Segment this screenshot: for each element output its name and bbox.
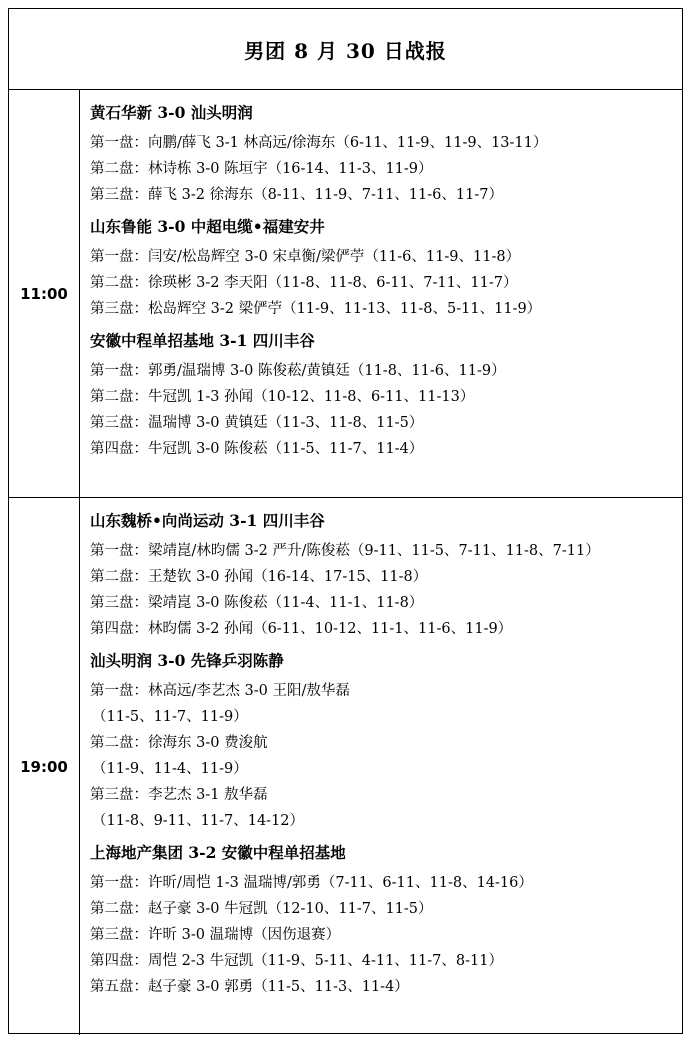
game-line: 第一盘：闫安/松岛辉空 3-0 宋卓衡/梁俨苧（11-6、11-9、11-8） xyxy=(90,249,521,265)
session-content xyxy=(80,498,682,1035)
game-line: 第三盘：李艺杰 3-1 敖华磊 xyxy=(90,787,268,803)
game-line: 第一盘：林高远/李艺杰 3-0 王阳/敖华磊 xyxy=(90,683,350,699)
results-table xyxy=(8,8,683,1034)
game-score-line: （11-8、9-11、11-7、14-12） xyxy=(92,813,305,829)
game-line: 第二盘：王楚钦 3-0 孙闻（16-14、17-15、11-8） xyxy=(90,569,428,585)
session-morning xyxy=(9,90,682,498)
game-line: 第三盘：温瑞博 3-0 黄镇廷（11-3、11-8、11-5） xyxy=(90,415,424,431)
session-time: 11:00 xyxy=(9,90,80,497)
game-line: 第二盘：赵子豪 3-0 牛冠凯（12-10、11-7、11-5） xyxy=(90,901,433,917)
session-content xyxy=(80,90,682,497)
game-line: 第一盘：郭勇/温瑞博 3-0 陈俊菘/黄镇廷（11-8、11-6、11-9） xyxy=(90,363,506,379)
match-block xyxy=(90,214,682,322)
game-line: 第二盘：林诗栋 3-0 陈垣宇（16-14、11-3、11-9） xyxy=(90,161,433,177)
match-block xyxy=(90,508,682,642)
match-title: 山东魏桥•向尚运动 3-1 四川丰谷 xyxy=(90,511,325,530)
game-line: 第四盘：牛冠凯 3-0 陈俊菘（11-5、11-7、11-4） xyxy=(90,441,424,457)
game-score-line: （11-5、11-7、11-9） xyxy=(92,709,248,725)
match-title: 安徽中程单招基地 3-1 四川丰谷 xyxy=(90,331,315,350)
game-line: 第一盘：许昕/周恺 1-3 温瑞博/郭勇（7-11、6-11、11-8、14-16） xyxy=(90,875,533,891)
match-block xyxy=(90,840,682,1000)
match-title: 黄石华新 3-0 汕头明润 xyxy=(90,103,253,122)
game-line: 第二盘：牛冠凯 1-3 孙闻（10-12、11-8、6-11、11-13） xyxy=(90,389,475,405)
game-line: 第二盘：徐海东 3-0 费浚航 xyxy=(90,735,268,751)
game-line: 第一盘：梁靖崑/林昀儒 3-2 严升/陈俊菘（9-11、11-5、7-11、11-8、7-11） xyxy=(90,543,600,559)
session-time: 19:00 xyxy=(9,498,80,1035)
session-evening xyxy=(9,498,682,1035)
game-line: 第一盘：向鹏/薛飞 3-1 林高远/徐海东（6-11、11-9、11-9、13-11） xyxy=(90,135,548,151)
match-title: 汕头明润 3-0 先锋乒羽陈静 xyxy=(90,651,284,670)
match-block xyxy=(90,648,682,834)
game-line: 第三盘：梁靖崑 3-0 陈俊菘（11-4、11-1、11-8） xyxy=(90,595,424,611)
game-line: 第三盘：薛飞 3-2 徐海东（8-11、11-9、7-11、11-6、11-7） xyxy=(90,187,503,203)
page-title: 男团 8 月 30 日战报 xyxy=(244,38,447,63)
game-line: 第三盘：许昕 3-0 温瑞博（因伤退赛） xyxy=(90,927,341,943)
game-line: 第二盘：徐瑛彬 3-2 李天阳（11-8、11-8、6-11、7-11、11-7） xyxy=(90,275,518,291)
match-block xyxy=(90,328,682,462)
game-line: 第四盘：周恺 2-3 牛冠凯（11-9、5-11、4-11、11-7、8-11） xyxy=(90,953,503,969)
game-line: 第三盘：松岛辉空 3-2 梁俨苧（11-9、11-13、11-8、5-11、11-9） xyxy=(90,301,542,317)
match-title: 上海地产集团 3-2 安徽中程单招基地 xyxy=(90,843,346,862)
game-line: 第五盘：赵子豪 3-0 郭勇（11-5、11-3、11-4） xyxy=(90,979,409,995)
game-line: 第四盘：林昀儒 3-2 孙闻（6-11、10-12、11-1、11-6、11-9） xyxy=(90,621,513,637)
title-row xyxy=(9,9,682,90)
game-score-line: （11-9、11-4、11-9） xyxy=(92,761,248,777)
match-block xyxy=(90,100,682,208)
match-title: 山东鲁能 3-0 中超电缆•福建安井 xyxy=(90,217,325,236)
